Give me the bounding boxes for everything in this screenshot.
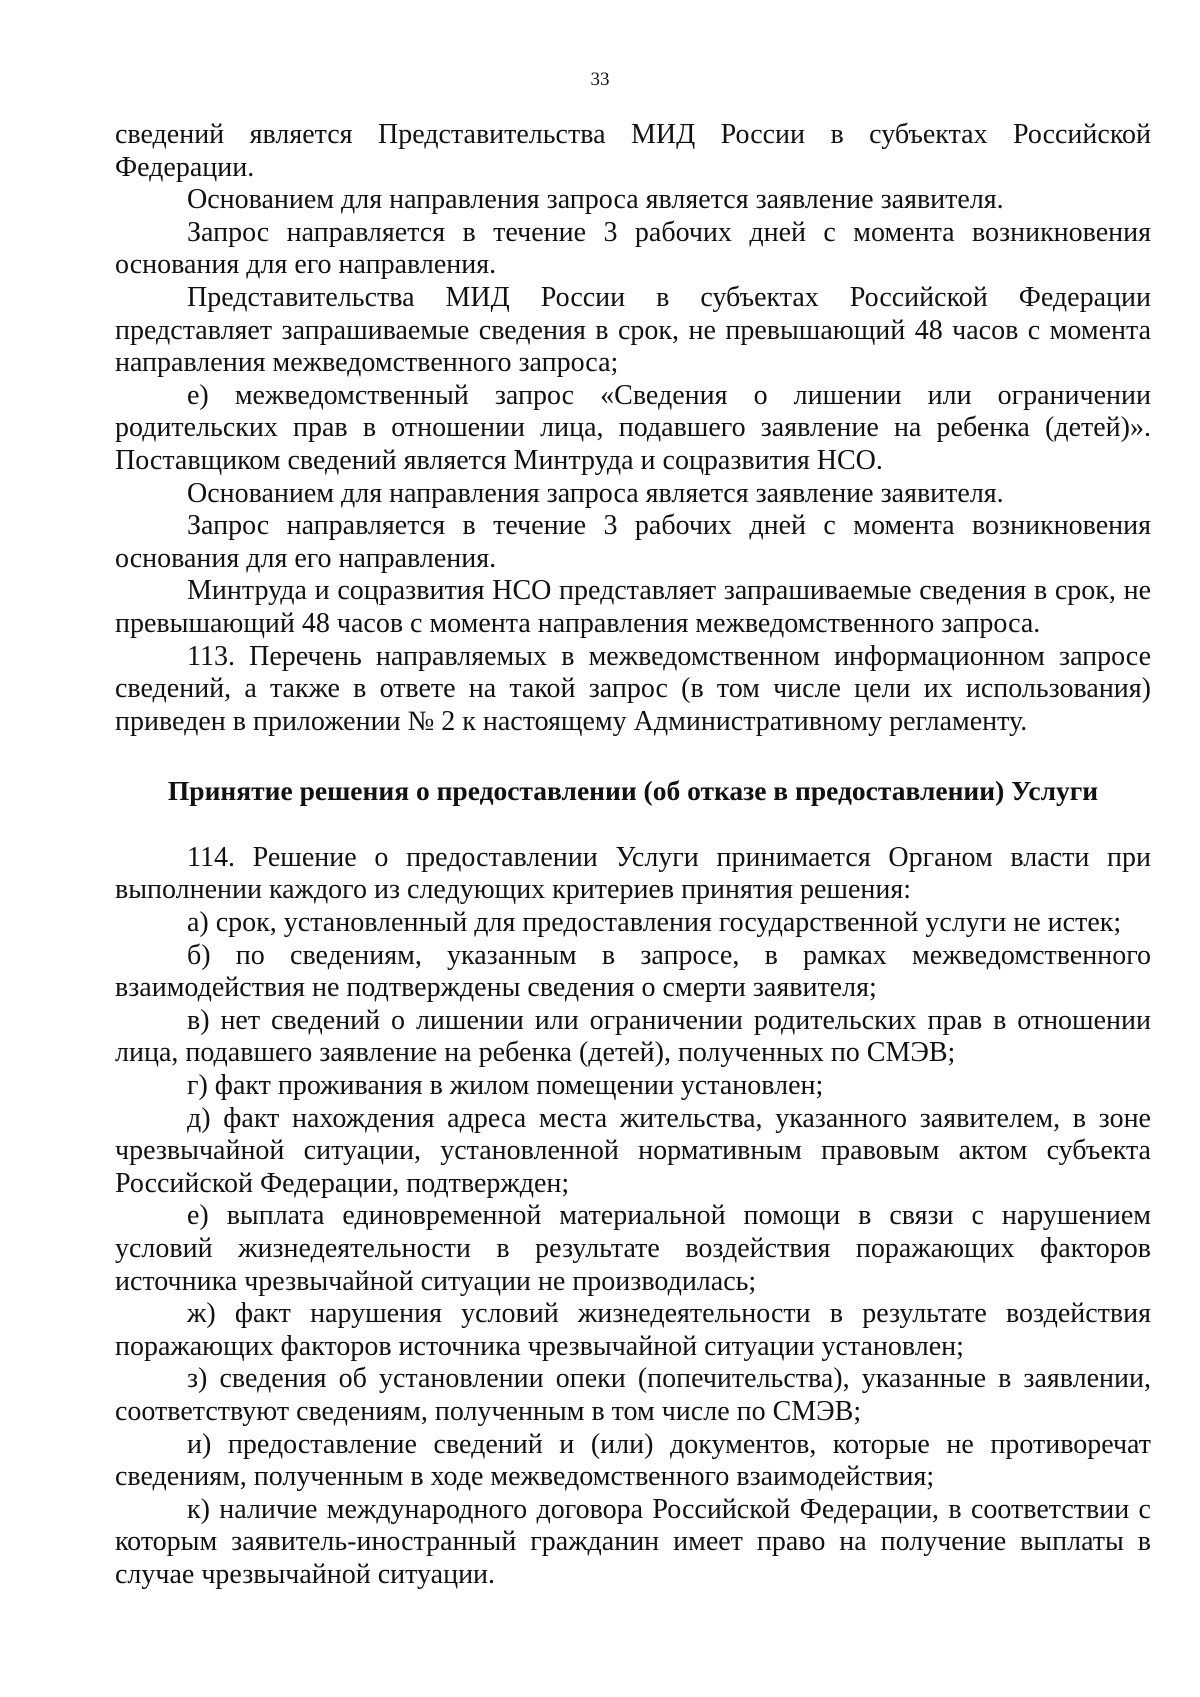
paragraph: Минтруда и соцразвития НСО представляет запрашиваемые сведения в срок, не превышающий 48 часов с момента направления межведомственного запроса. [115,575,1151,639]
page-number: 33 [590,69,610,90]
criterion-k: к) наличие международного договора Российской Федерации, в соответствии с которым заявитель-иностранный гражданин имеет право на получение выплаты в случае чрезвычайной ситуации. [115,1493,1151,1590]
criterion-e: е) выплата единовременной материальной помощи в связи с нарушением условий жизнедеятельности в результате воздействия поражающих факторов источника чрезвычайной ситуации не производилась; [115,1200,1151,1297]
spacer [115,808,1151,842]
criterion-d: д) факт нахождения адреса места жительства, указанного заявителем, в зоне чрезвычайной ситуации, установленной нормативным правовым актом субъекта Российской Федерации, подтвержден; [115,1102,1151,1199]
criterion-v: в) нет сведений о лишении или ограничении родительских прав в отношении лица, подавшего заявление на ребенка (детей), полученных по СМЭВ; [115,1004,1151,1069]
paragraph: Запрос направляется в течение 3 рабочих дней с момента возникновения основания для его направления. [115,510,1151,574]
criterion-zh: ж) факт нарушения условий жизнедеятельности в результате воздействия поражающих факторов источника чрезвычайной ситуации установлен; [115,1298,1151,1362]
paragraph: Основанием для направления запроса является заявление заявителя. [187,477,1004,509]
criterion-g: г) факт проживания в жилом помещении установлен; [187,1070,824,1102]
criterion-b: б) по сведениям, указанным в запросе, в рамках межведомственного взаимодействия не подтверждены сведения о смерти заявителя; [115,939,1151,1004]
clause-113: 113. Перечень направляемых в межведомственном информационном запросе сведений, а также в ответе на такой запрос (в том числе цели их использования) приведен в приложении № 2 к настоящему Административному регламенту. [115,640,1151,737]
criterion-z: з) сведения об установлении опеки (попечительства), указанные в заявлении, соответствуют сведениям, полученным в том числе по СМЭВ; [115,1363,1151,1427]
criterion-i: и) предоставление сведений и (или) документов, которые не противоречат сведениям, полученным в ходе межведомственного взаимодействия; [115,1428,1151,1493]
list-item-e: е) межведомственный запрос «Сведения о лишении или ограничении родительских прав в отношении лица, подавшего заявление на ребенка (детей)». Поставщиком сведений является Минтруда и соцразвития НСО. [115,379,1151,476]
spacer [115,738,1151,775]
paragraph: сведений является Представительства МИД России в субъектах Российской Федерации. [115,119,1151,183]
paragraph: Запрос направляется в течение 3 рабочих дней с момента возникновения основания для его направления. [115,216,1151,281]
section-heading: Принятие решения о предоставлении (об отказе в предоставлении) Услуги [167,775,1099,807]
clause-114: 114. Решение о предоставлении Услуги принимается Органом власти при выполнении каждого из следующих критериев принятия решения: [115,841,1151,906]
criterion-a: а) срок, установленный для предоставления государственной услуги не истек; [187,907,1122,939]
paragraph: Представительства МИД России в субъектах Российской Федерации представляет запрашиваемые сведения в срок, не превышающий 48 часов с момента направления межведомственного запроса; [115,281,1151,379]
paragraph: Основанием для направления запроса является заявление заявителя. [187,184,1004,216]
document-body [115,119,1151,1592]
